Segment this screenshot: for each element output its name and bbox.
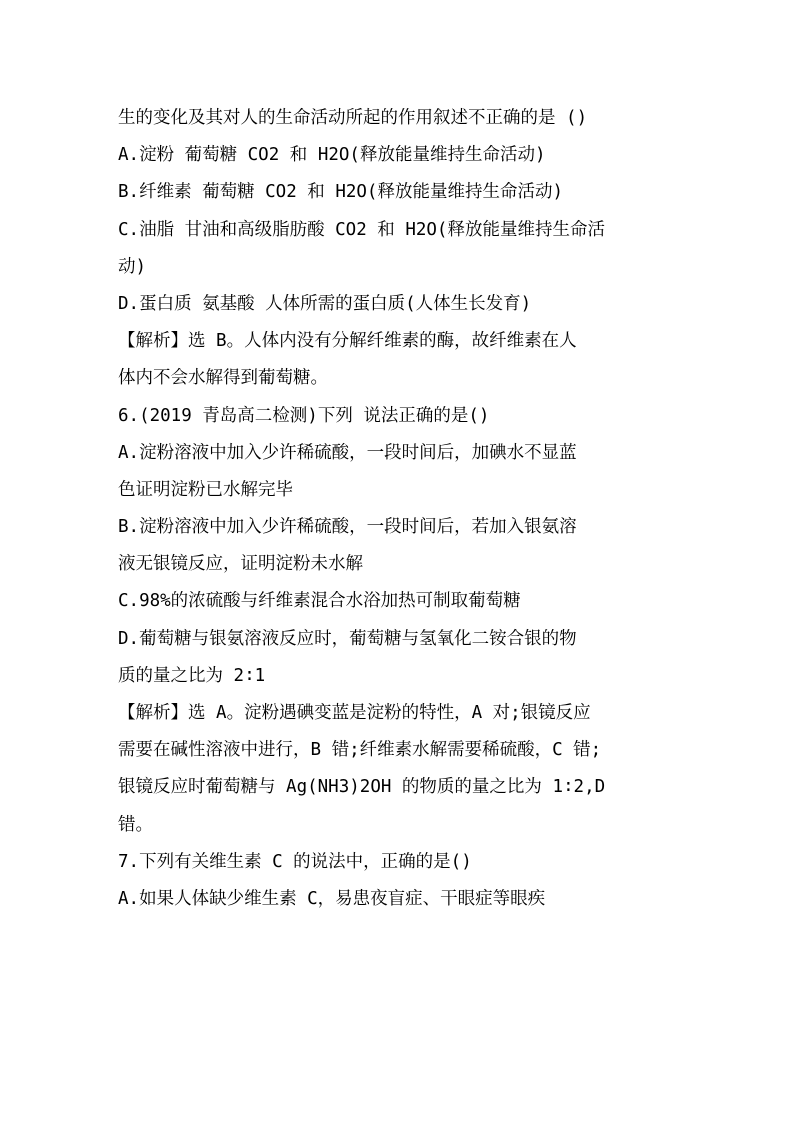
text-line: 色证明淀粉已水解完毕 [118, 479, 293, 500]
option-line: A.淀粉 葡萄糖 CO2 和 H2O(释放能量维持生命活动) [118, 145, 546, 166]
option-line: C.98%的浓硫酸与纤维素混合水浴加热可制取葡萄糖 [118, 591, 521, 612]
text-line: 液无银镜反应，证明淀粉未水解 [118, 554, 363, 575]
option-line: C.油脂 甘油和高级脂肪酸 CO2 和 H2O(释放能量维持生命活 [118, 219, 605, 240]
text-line: 生的变化及其对人的生命活动所起的作用叙述不正确的是 () [118, 108, 588, 128]
option-line: A.如果人体缺少维生素 C，易患夜盲症、干眼症等眼疾 [118, 888, 546, 909]
text-line: 动) [118, 256, 147, 277]
option-line: B.淀粉溶液中加入少许稀硫酸，一段时间后，若加入银氨溶 [118, 517, 577, 538]
option-line: A.淀粉溶液中加入少许稀硫酸，一段时间后，加碘水不显蓝 [118, 442, 577, 463]
analysis-line: 银镜反应时葡萄糖与 Ag(NH3)2OH 的物质的量之比为 1∶2,D [118, 777, 606, 798]
analysis-line: 【解析】选 A。淀粉遇碘变蓝是淀粉的特性，A 对;银镜反应 [118, 703, 591, 723]
analysis-line: 需要在碱性溶液中进行，B 错;纤维素水解需要稀硫酸，C 错; [118, 740, 602, 761]
option-line: D.葡萄糖与银氨溶液反应时，葡萄糖与氢氧化二铵合银的物 [118, 628, 577, 649]
option-line: B.纤维素 葡萄糖 CO2 和 H2O(释放能量维持生命活动) [118, 182, 564, 203]
analysis-line: 【解析】选 B。人体内没有分解纤维素的酶，故纤维素在人 [118, 331, 577, 352]
document-body [118, 100, 678, 918]
text-line: 质的量之比为 2∶1 [118, 665, 266, 686]
analysis-line: 体内不会水解得到葡萄糖。 [118, 368, 328, 389]
analysis-line: 错。 [118, 814, 153, 835]
option-line: D.蛋白质 氨基酸 人体所需的蛋白质(人体生长发育) [118, 293, 532, 314]
question-line: 6.(2019 青岛高二检测)下列 说法正确的是() [118, 405, 490, 426]
question-line: 7.下列有关维生素 C 的说法中，正确的是() [118, 851, 472, 872]
